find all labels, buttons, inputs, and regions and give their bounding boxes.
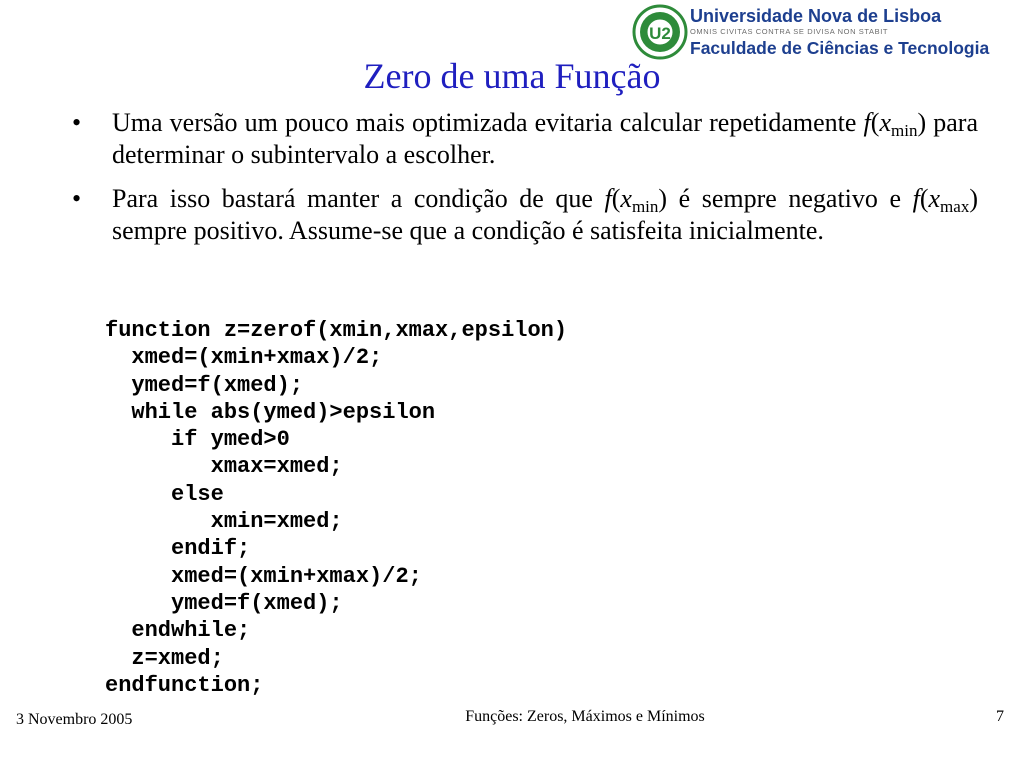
code-line: xmed=(xmin+xmax)/2;: [105, 345, 383, 371]
function-symbol: f: [863, 108, 871, 137]
code-line: xmax=xmed;: [105, 454, 343, 480]
bullet-item: [72, 183, 978, 247]
bullet-item: [72, 107, 978, 171]
function-symbol: f: [604, 184, 612, 213]
bullet-text: ) sempre positivo. Assume-se que a condição é satisfeita inicialmente.: [112, 184, 978, 245]
paren: (: [919, 184, 929, 213]
bullet-marker: •: [72, 108, 82, 137]
bullet-text: ) para determinar o subintervalo a escolher.: [112, 108, 978, 169]
code-line: endfunction;: [105, 672, 264, 698]
bullet-text: ) é sempre negativo e: [658, 184, 913, 213]
variable-symbol: x: [620, 184, 632, 213]
code-line: endwhile;: [105, 618, 251, 644]
code-line: z=xmed;: [105, 645, 224, 671]
emblem-text: U2: [649, 24, 671, 43]
function-symbol: f: [912, 184, 920, 213]
bullet-text: Uma versão um pouco mais optimizada evitaria calcular repetidamente: [112, 108, 864, 137]
paren: (: [870, 108, 880, 137]
variable-symbol: x: [879, 108, 891, 137]
page-number: 7: [996, 708, 1004, 725]
code-line: ymed=f(xmed);: [105, 590, 343, 616]
variable-symbol: x: [928, 184, 941, 213]
subscript: min: [631, 197, 659, 216]
slide-title: Zero de uma Função: [363, 56, 661, 96]
paren: (: [611, 184, 621, 213]
university-motto: OMNIS CIVITAS CONTRA SE DIVISA NON STABIT: [690, 27, 889, 36]
footer-topic: Funções: Zeros, Máximos e Mínimos: [465, 708, 705, 725]
code-block: [105, 317, 567, 699]
subscript: min: [891, 121, 918, 140]
code-line: xmin=xmed;: [105, 509, 343, 535]
code-line: xmed=(xmin+xmax)/2;: [105, 563, 422, 589]
faculty-name: Faculdade de Ciências e Tecnologia: [690, 38, 990, 58]
code-line: while abs(ymed)>epsilon: [105, 399, 436, 425]
bullet-text: Para isso bastará manter a condição de que: [112, 184, 605, 213]
subscript: max: [940, 197, 970, 216]
code-line: else: [105, 481, 224, 507]
code-line: ymed=f(xmed);: [105, 372, 304, 398]
code-line: function z=zerof(xmin,xmax,epsilon): [105, 318, 568, 343]
bullet-marker: •: [72, 184, 82, 213]
bullet-list: [72, 107, 978, 259]
footer-date: 3 Novembro 2005: [16, 711, 133, 728]
university-name: Universidade Nova de Lisboa: [690, 6, 942, 26]
university-emblem-icon: [632, 4, 688, 60]
code-line: endif;: [105, 536, 251, 562]
code-line: if ymed>0: [105, 427, 290, 453]
